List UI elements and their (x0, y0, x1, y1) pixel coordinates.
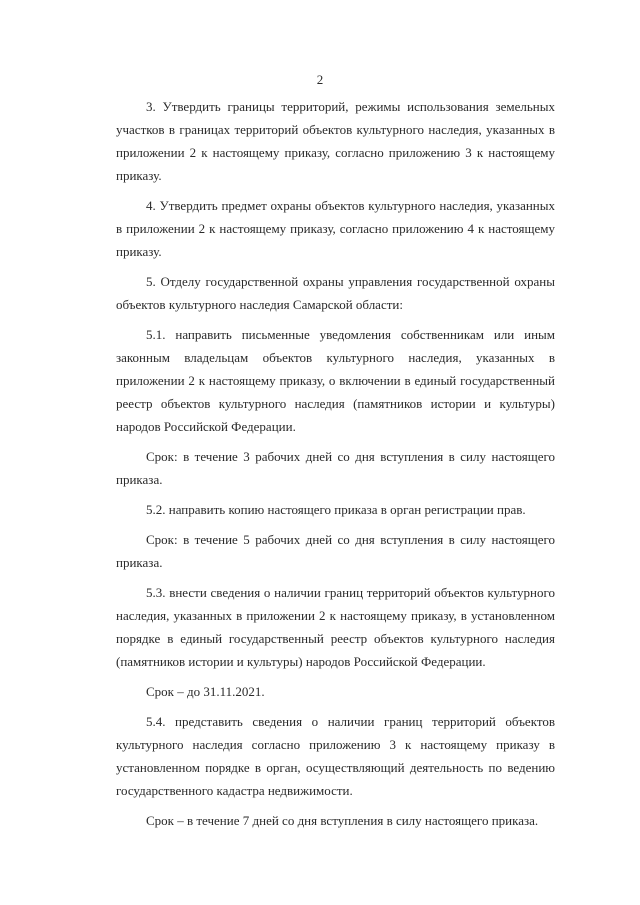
paragraph-5: 5. Отделу государственной охраны управления государственной охраны объектов культурного наследия Самарской области: (116, 274, 555, 312)
document-body (116, 95, 555, 832)
paragraph-5-4: 5.4. представить сведения о наличии границ территорий объектов культурного наследия согласно приложению 3 к настоящему приказу в установленном порядке в орган, осуществляющий деятельность по ведению государственного кадастра недвижимости. (116, 714, 555, 798)
paragraph-5-1: 5.1. направить письменные уведомления собственникам или иным законным владельцам объектов культурного наследия, указанных в приложении 2 к настоящему приказу, о включении в единый государственный реестр объектов культурного наследия (памятников истории и культуры) народов Российской Федерации. (116, 327, 555, 434)
page-number: 2 (316, 72, 324, 87)
paragraph-4: 4. Утвердить предмет охраны объектов культурного наследия, указанных в приложении 2 к настоящему приказу, согласно приложению 4 к настоящему приказу. (116, 198, 555, 259)
paragraph-5-2: 5.2. направить копию настоящего приказа в орган регистрации прав. (146, 502, 526, 517)
paragraph-3: 3. Утвердить границы территорий, режимы использования земельных участков в границах территорий объектов культурного наследия, указанных в приложении 2 к настоящему приказу, согласно приложению 3 к настоящему приказу. (116, 99, 555, 183)
deadline-5-4: Срок – в течение 7 дней со дня вступления в силу настоящего приказа. (146, 813, 539, 828)
deadline-5-3: Срок – до 31.11.2021. (146, 684, 265, 699)
deadline-5-1: Срок: в течение 3 рабочих дней со дня вступления в силу настоящего приказа. (116, 449, 555, 487)
deadline-5-2: Срок: в течение 5 рабочих дней со дня вступления в силу настоящего приказа. (116, 532, 555, 570)
paragraph-5-3: 5.3. внести сведения о наличии границ территорий объектов культурного наследия, указанных в приложении 2 к настоящему приказу, в установленном порядке в единый государственный реестр объектов культурного наследия (памятников истории и культуры) народов Российской Федерации. (116, 585, 555, 669)
